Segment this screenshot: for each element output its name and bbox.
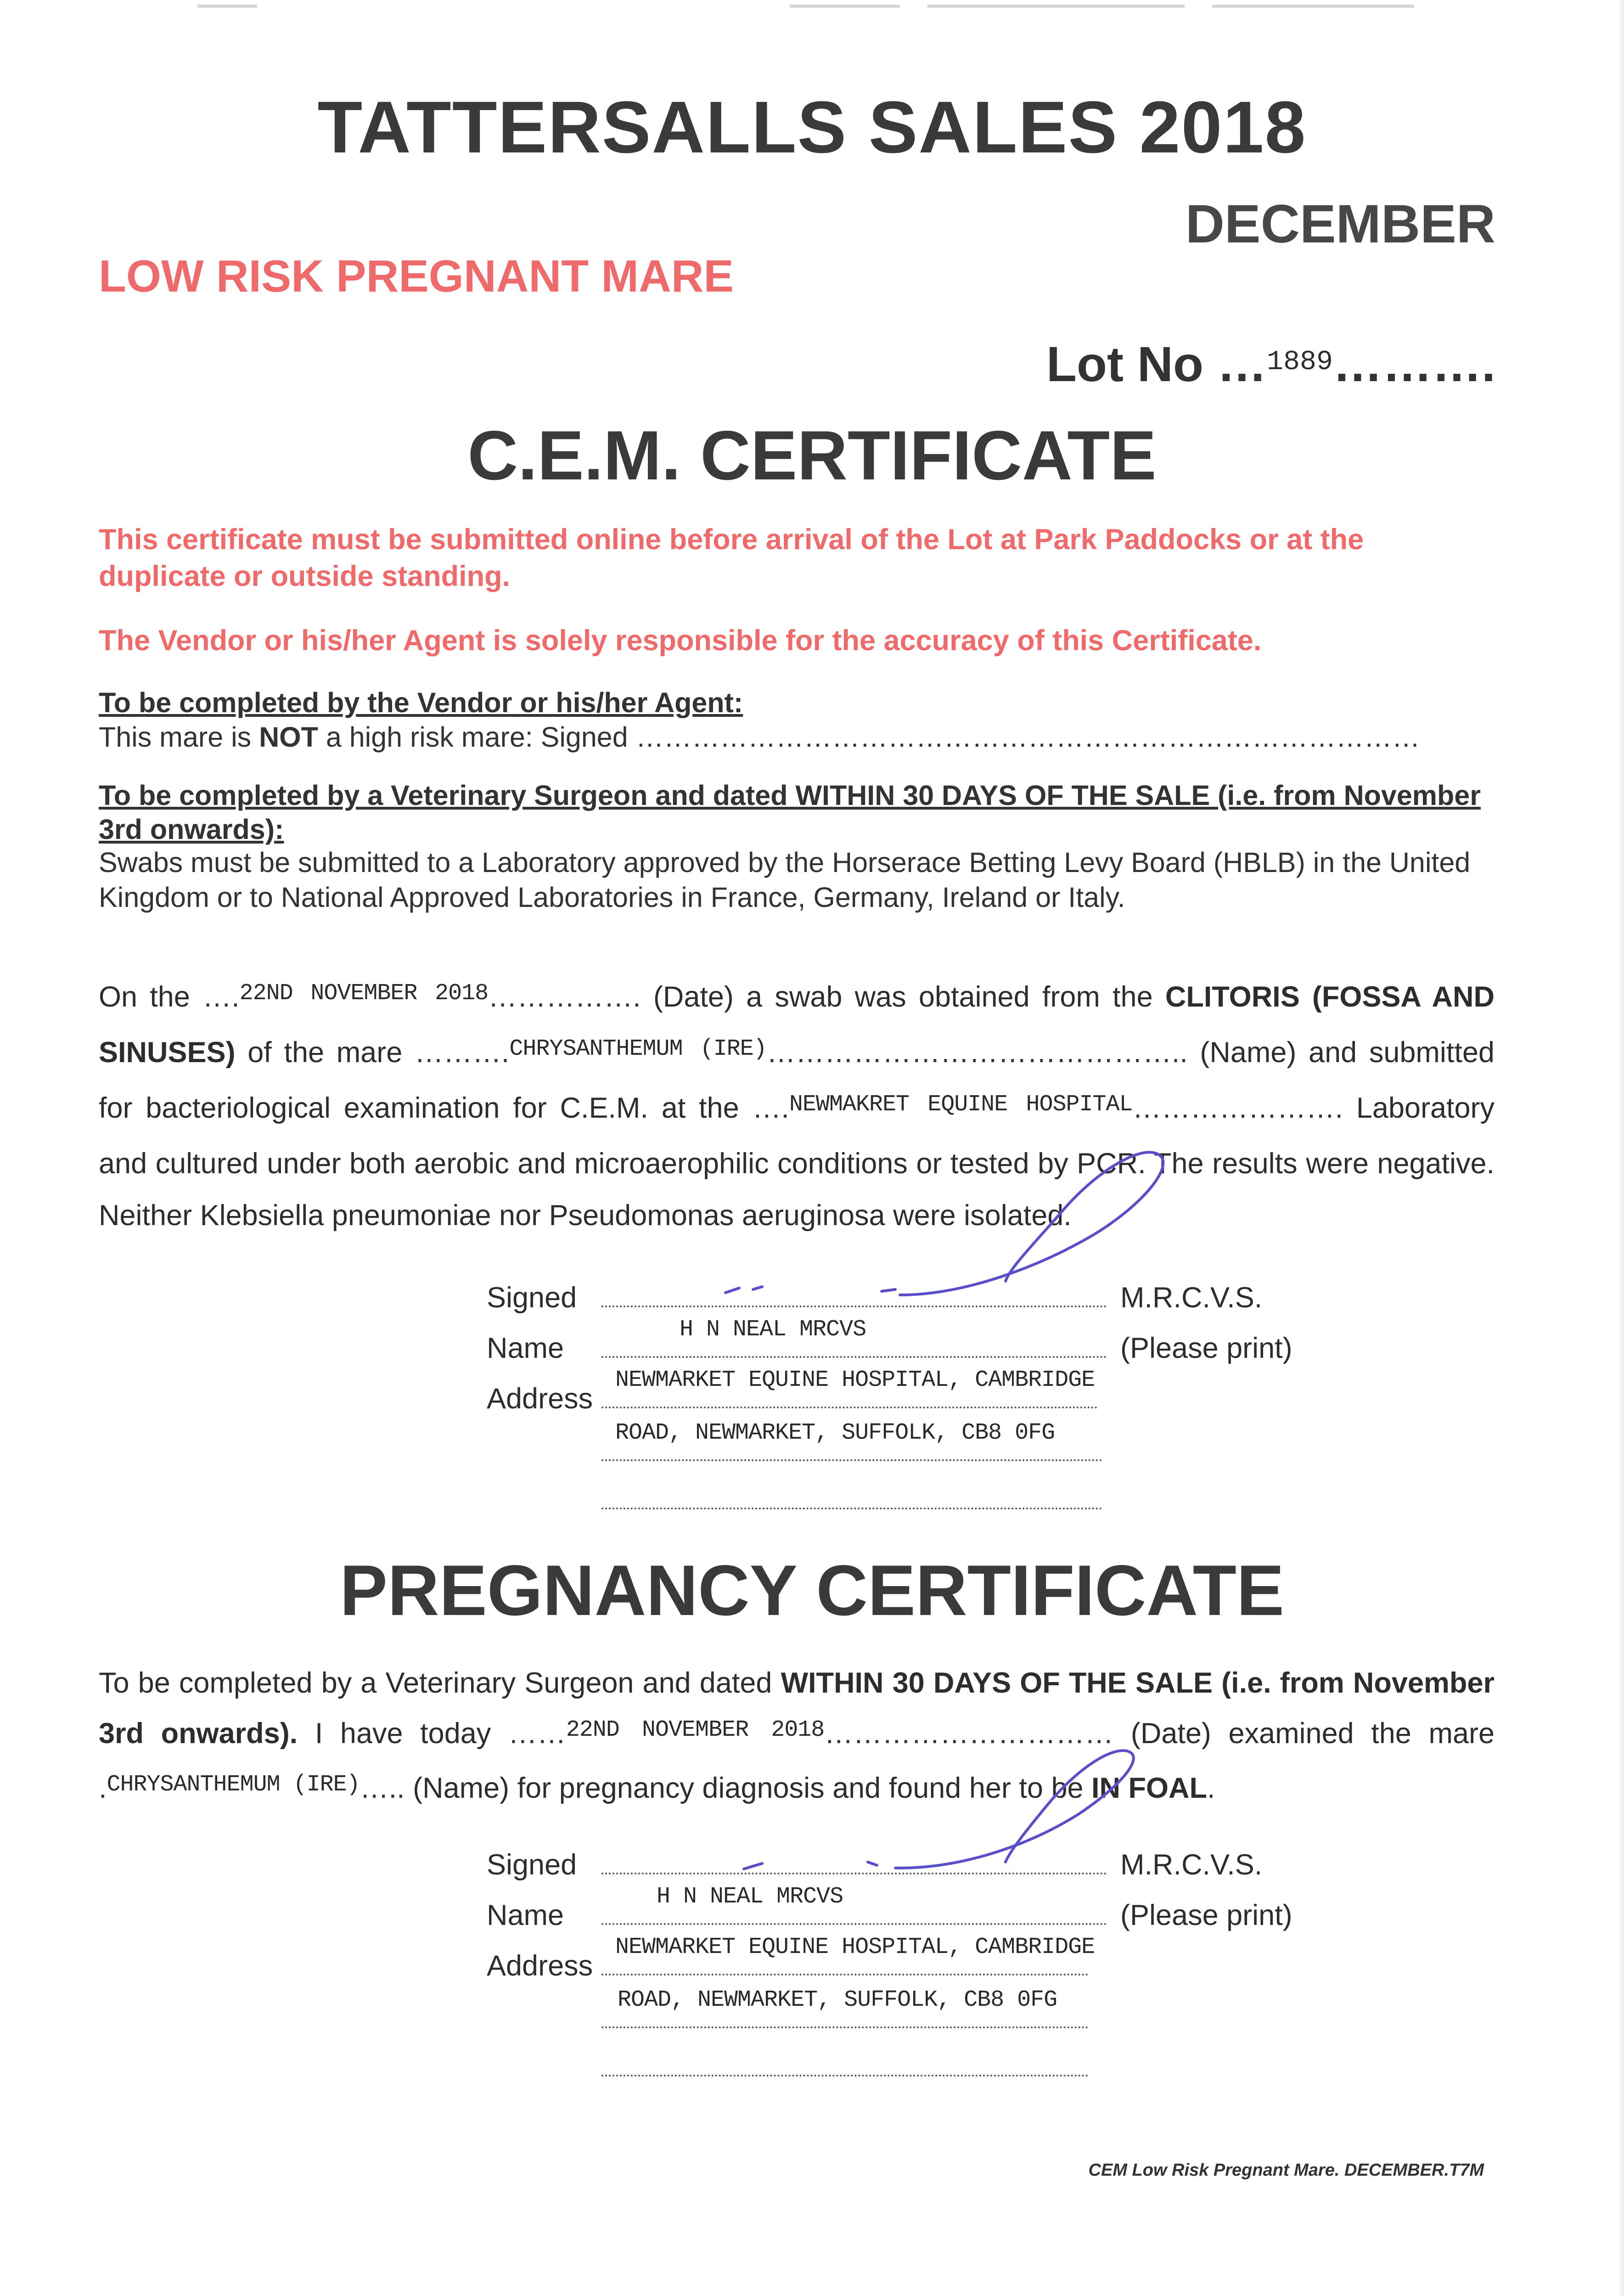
cem-certificate-title: C.E.M. CERTIFICATE [467, 416, 1157, 495]
submission-warning: This certificate must be submitted online before arrival of the Lot at Park Paddocks or at the duplicate or outside standing. [99, 523, 1364, 592]
cem-address-line-1: NEWMARKET EQUINE HOSPITAL, CAMBRIDGE [615, 1367, 1095, 1393]
cem-vet-signature [689, 1143, 1194, 1313]
cem-date-value: 22ND NOVEMBER 2018 [239, 980, 489, 1007]
cem-lab-name: NEWMAKRET EQUINE HOSPITAL [789, 1092, 1133, 1118]
scan-mark [1212, 5, 1414, 8]
document-title: TATTERSALLS SALES 2018 [317, 86, 1307, 168]
vet-section-heading: To be completed by a Veterinary Surgeon and dated WITHIN 30 DAYS OF THE SALE (i.e. from November 3rd onwards): [99, 780, 1481, 845]
pregnancy-name-row: Name H N NEAL MRCVS (Please print) [487, 1884, 1292, 1931]
cem-signed-row: Signed M.R.C.V.S. [487, 1282, 1263, 1314]
vendor-declaration: This mare is NOT a high risk mare: Signed ………………………………………………………………………… [99, 721, 1420, 753]
pregnancy-mare-name: CHRYSANTHEMUM (IRE) [107, 1772, 360, 1798]
lot-value: 1889 [1266, 347, 1333, 378]
pregnancy-date-value: 22ND NOVEMBER 2018 [566, 1717, 825, 1743]
cem-vet-name: H N NEAL MRCVS [680, 1317, 866, 1343]
scan-mark [197, 5, 257, 8]
pregnancy-address-row-3 [601, 2050, 1088, 2083]
lot-number-line: Lot No …$^{1889}$………. [1046, 336, 1495, 392]
cem-address-row: Address NEWMARKET EQUINE HOSPITAL, CAMBRIDGE [487, 1382, 1097, 1415]
cem-mare-name: CHRYSANTHEMUM (IRE) [509, 1036, 767, 1062]
cem-address-line-2: ROAD, NEWMARKET, SUFFOLK, CB8 0FG [615, 1420, 1055, 1446]
cem-name-row: Name H N NEAL MRCVS (Please print) [487, 1317, 1292, 1364]
page-edge-shadow [1618, 0, 1624, 2296]
pregnancy-statement: To be completed by a Veterinary Surgeon and dated WITHIN 30 DAYS OF THE SALE (i.e. from November 3rd onwards). I have today ……$^{22ND NOVEMBER 2018}$………………………… (Date) examined the mare .$^{CHRYSANTHEMUM (IRE)}$….. (Name) for pregnancy diagnosis and found her to be IN FOAL. [99, 1667, 1495, 1804]
pregnancy-vet-signature [730, 1745, 1189, 1883]
form-code: CEM Low Risk Pregnant Mare. DECEMBER.T7M [1088, 2161, 1484, 2180]
lot-label: Lot No [1046, 336, 1203, 392]
pregnancy-address-line-2: ROAD, NEWMARKET, SUFFOLK, CB8 0FG [618, 1987, 1057, 2013]
cem-address-row-3 [601, 1483, 1102, 1516]
pregnancy-vet-name: H N NEAL MRCVS [657, 1884, 843, 1910]
pregnancy-signed-row: Signed M.R.C.V.S. [487, 1849, 1263, 1881]
scan-mark [790, 5, 900, 8]
category-label: LOW RISK PREGNANT MARE [99, 251, 734, 301]
responsibility-warning: The Vendor or his/her Agent is solely responsible for the accuracy of this Certificate. [99, 625, 1262, 657]
pregnancy-address-row: Address NEWMARKET EQUINE HOSPITAL, CAMBRIDGE [487, 1934, 1095, 1982]
cem-address-row-2 [601, 1420, 1102, 1468]
vet-section-instructions: Swabs must be submitted to a Laboratory approved by the Horserace Betting Levy Board (HBLB) in the United Kingdom or to National Approved Laboratories in France, Germany, Ireland or Italy. [99, 847, 1471, 913]
sale-month: DECEMBER [1185, 194, 1495, 254]
vendor-section-heading: To be completed by the Vendor or his/her Agent: [99, 687, 743, 718]
scan-mark [927, 5, 1185, 8]
cem-swab-statement: On the ….$^{22ND NOVEMBER 2018}$……………. (Date) a swab was obtained from the CLITORIS (FOSSA AND SINUSES) of the mare ……….$^{CHRYSANTHEMUM (IRE)}$…………………………………….. (Name) and submitted for bacteriological examination for C.E.M. at the ….$^{NEWMAKRET EQUINE HOSPITAL}$…………………. Laboratory and cultured under both aerobic and microaerophilic conditions or tested by PCR. The results were negative. Neither Klebsiella pneumoniae nor Pseudomonas aeruginosa were isolated. [99, 980, 1495, 1232]
pregnancy-address-row-2 [601, 1987, 1088, 2035]
pregnancy-address-line-1: NEWMARKET EQUINE HOSPITAL, CAMBRIDGE [615, 1934, 1095, 1960]
pregnancy-certificate-title: PREGNANCY CERTIFICATE [339, 1551, 1285, 1631]
